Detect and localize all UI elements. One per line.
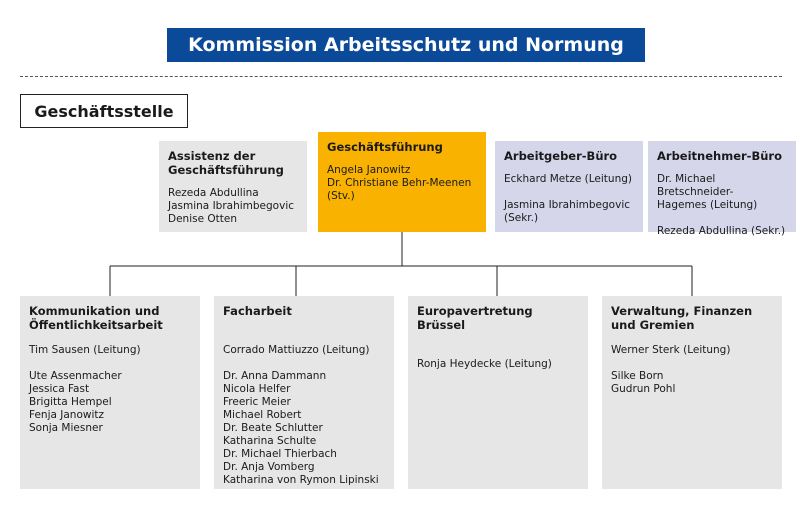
box-arbeitgeber-buero: [495, 141, 643, 232]
box-verwaltung: [602, 296, 782, 489]
box-heading: Kommunikation und Öffentlichkeitsarbeit: [29, 304, 163, 332]
box-body: Corrado Mattiuzzo (Leitung) Dr. Anna Dammann Nicola Helfer Freeric Meier Michael Robert Dr. Beate Schlutter Katharina Schulte Dr. Michael Thierbach Dr. Anja Vomberg Katharina von Rymon Lipinski: [223, 344, 379, 486]
box-europavertretung: [408, 296, 588, 489]
box-heading: Verwaltung, Finanzen und Gremien: [611, 304, 753, 332]
box-body: Tim Sausen (Leitung) Ute Assenmacher Jessica Fast Brigitta Hempel Fenja Janowitz Sonja Miesner: [29, 344, 141, 434]
box-heading: Arbeitnehmer-Büro: [657, 149, 782, 163]
box-heading: Europavertretung Brüssel: [417, 304, 533, 332]
box-body: Werner Sterk (Leitung) Silke Born Gudrun Pohl: [611, 344, 731, 395]
box-assistenz: [159, 141, 307, 232]
box-heading: Geschäftsführung: [327, 140, 443, 154]
section-label: Geschäftsstelle: [20, 94, 188, 128]
box-body: Rezeda Abdullina Jasmina Ibrahimbegovic Denise Otten: [168, 187, 295, 225]
box-heading: Facharbeit: [223, 304, 292, 318]
box-facharbeit: [214, 296, 394, 489]
box-body: Angela Janowitz Dr. Christiane Behr-Meenen (Stv.): [327, 164, 472, 202]
box-heading: Assistenz der Geschäftsführung: [168, 149, 284, 177]
box-heading: Arbeitgeber-Büro: [504, 149, 618, 163]
box-body: Dr. Michael Bretschneider- Hagemes (Leitung) Rezeda Abdullina (Sekr.): [657, 173, 786, 237]
box-kommunikation: [20, 296, 200, 489]
page-title: Kommission Arbeitsschutz und Normung: [167, 28, 645, 62]
box-geschaeftsfuehrung: [318, 132, 486, 232]
box-body: Ronja Heydecke (Leitung): [417, 358, 552, 370]
box-arbeitnehmer-buero: [648, 141, 796, 237]
box-body: Eckhard Metze (Leitung) Jasmina Ibrahimbegovic (Sekr.): [504, 173, 632, 224]
